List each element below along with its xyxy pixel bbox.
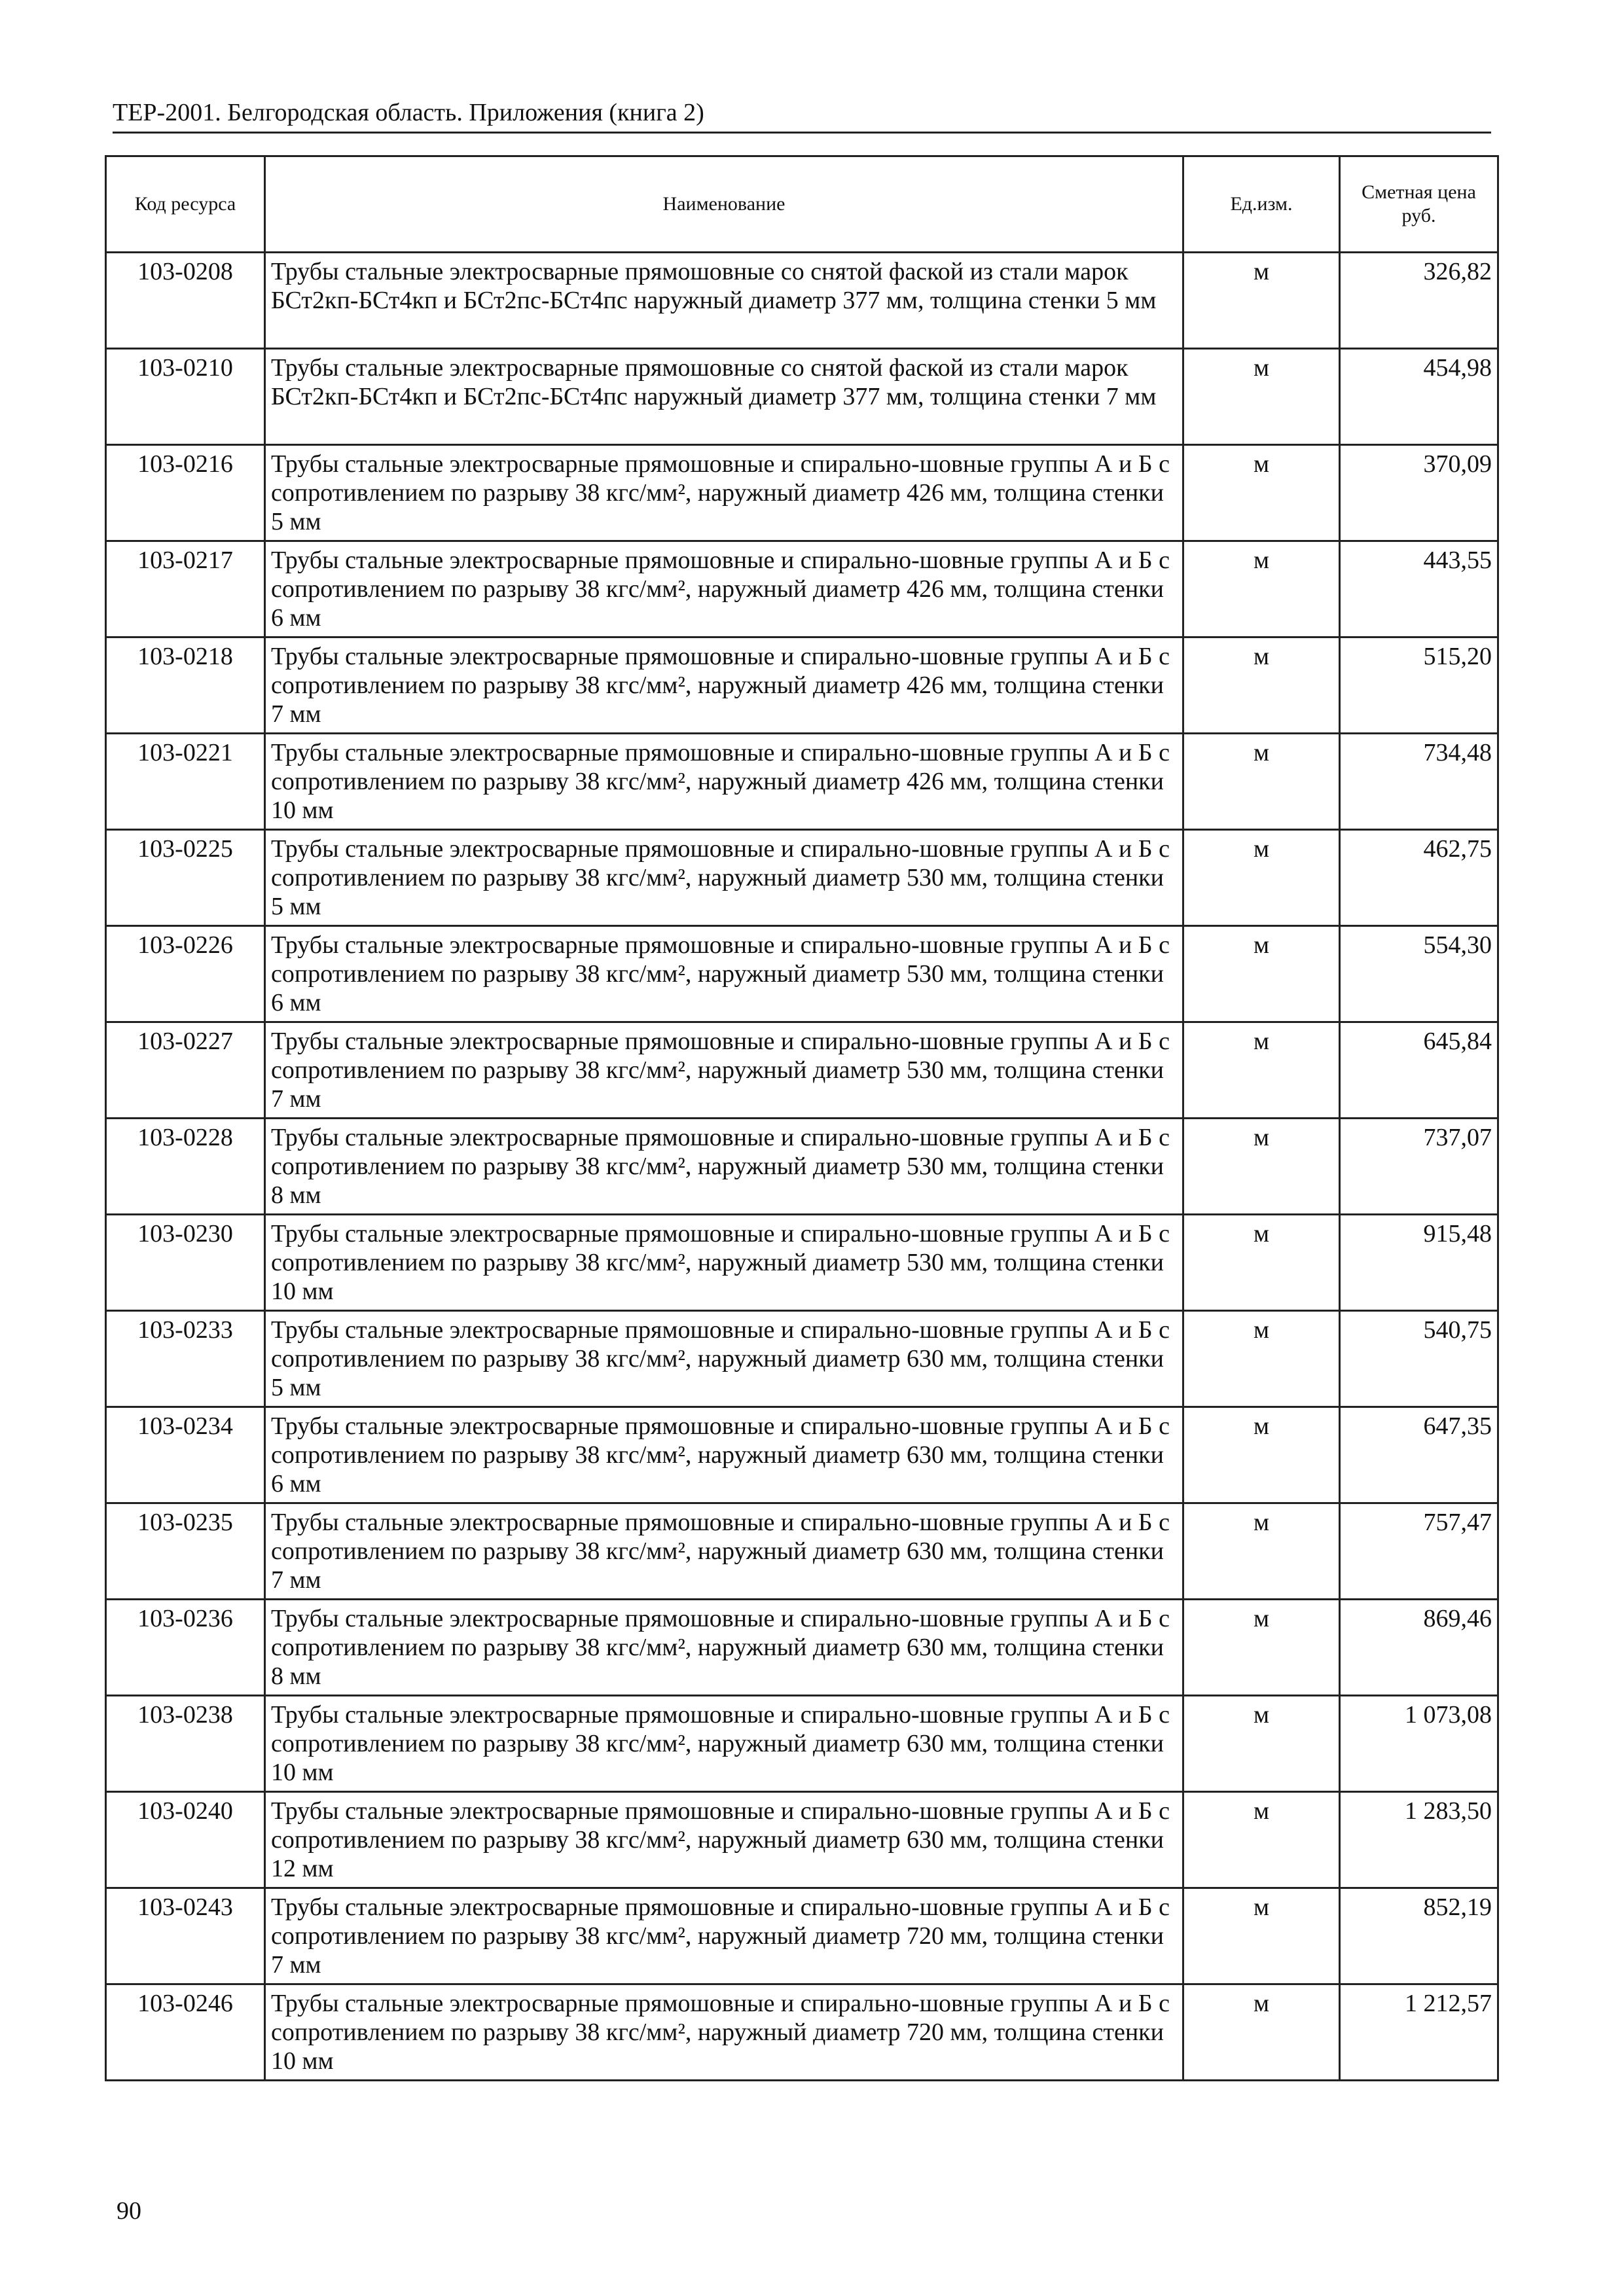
resource-name-cell: Трубы стальные электросварные прямошовные и спирально-шовные группы А и Б с сопротивлением по разрыву 38 кгс/мм², наружный диаметр 530 мм, толщина стенки 6 мм bbox=[265, 926, 1183, 1022]
resource-name-cell: Трубы стальные электросварные прямошовные и спирально-шовные группы А и Б с сопротивлением по разрыву 38 кгс/мм², наружный диаметр 630 мм, толщина стенки 8 мм bbox=[265, 1600, 1183, 1696]
resource-code-cell: 103-0225 bbox=[106, 830, 265, 926]
price-cell: 647,35 bbox=[1340, 1407, 1498, 1503]
resource-code-cell: 103-0243 bbox=[106, 1888, 265, 1984]
resource-name-cell: Трубы стальные электросварные прямошовные со снятой фаской из стали марок БСт2кп-БСт4кп и БСт2пс-БСт4пс наружный диаметр 377 мм, толщина стенки 7 мм bbox=[265, 349, 1183, 445]
resource-code-cell: 103-0230 bbox=[106, 1215, 265, 1311]
resource-code-cell: 103-0236 bbox=[106, 1600, 265, 1696]
column-header-name: Наименование bbox=[265, 156, 1183, 253]
resource-code-cell: 103-0233 bbox=[106, 1311, 265, 1407]
resource-name-cell: Трубы стальные электросварные прямошовные и спирально-шовные группы А и Б с сопротивлением по разрыву 38 кгс/мм², наружный диаметр 720 мм, толщина стенки 10 мм bbox=[265, 1984, 1183, 2081]
resource-name-cell: Трубы стальные электросварные прямошовные и спирально-шовные группы А и Б с сопротивлением по разрыву 38 кгс/мм², наружный диаметр 530 мм, толщина стенки 7 мм bbox=[265, 1022, 1183, 1119]
resource-code-cell: 103-0235 bbox=[106, 1503, 265, 1600]
table-row bbox=[106, 830, 1498, 926]
resource-code-cell: 103-0228 bbox=[106, 1119, 265, 1215]
table-row bbox=[106, 1503, 1498, 1600]
resource-name-cell: Трубы стальные электросварные прямошовные и спирально-шовные группы А и Б с сопротивлением по разрыву 38 кгс/мм², наружный диаметр 426 мм, толщина стенки 6 мм bbox=[265, 541, 1183, 637]
resource-code-cell: 103-0218 bbox=[106, 637, 265, 734]
resource-name-cell: Трубы стальные электросварные прямошовные и спирально-шовные группы А и Б с сопротивлением по разрыву 38 кгс/мм², наружный диаметр 530 мм, толщина стенки 10 мм bbox=[265, 1215, 1183, 1311]
resource-name-cell: Трубы стальные электросварные прямошовные и спирально-шовные группы А и Б с сопротивлением по разрыву 38 кгс/мм², наружный диаметр 630 мм, толщина стенки 6 мм bbox=[265, 1407, 1183, 1503]
price-cell: 370,09 bbox=[1340, 445, 1498, 541]
unit-cell: м bbox=[1183, 926, 1340, 1022]
table-row bbox=[106, 349, 1498, 445]
resource-name-cell: Трубы стальные электросварные прямошовные и спирально-шовные группы А и Б с сопротивлением по разрыву 38 кгс/мм², наружный диаметр 530 мм, толщина стенки 8 мм bbox=[265, 1119, 1183, 1215]
table-row bbox=[106, 541, 1498, 637]
resource-code-cell: 103-0216 bbox=[106, 445, 265, 541]
resource-code-cell: 103-0227 bbox=[106, 1022, 265, 1119]
table-row bbox=[106, 1696, 1498, 1792]
table-row bbox=[106, 926, 1498, 1022]
price-cell: 462,75 bbox=[1340, 830, 1498, 926]
table-row bbox=[106, 1215, 1498, 1311]
resource-code-cell: 103-0240 bbox=[106, 1792, 265, 1888]
resource-code-cell: 103-0234 bbox=[106, 1407, 265, 1503]
price-cell: 915,48 bbox=[1340, 1215, 1498, 1311]
resource-name-cell: Трубы стальные электросварные прямошовные и спирально-шовные группы А и Б с сопротивлением по разрыву 38 кгс/мм², наружный диаметр 530 мм, толщина стенки 5 мм bbox=[265, 830, 1183, 926]
price-cell: 540,75 bbox=[1340, 1311, 1498, 1407]
column-header-price: Сметная цена руб. bbox=[1340, 156, 1498, 253]
unit-cell: м bbox=[1183, 1407, 1340, 1503]
table-row bbox=[106, 637, 1498, 734]
price-cell: 1 212,57 bbox=[1340, 1984, 1498, 2081]
table-row bbox=[106, 1407, 1498, 1503]
resource-price-table bbox=[105, 155, 1499, 2081]
unit-cell: м bbox=[1183, 253, 1340, 349]
price-cell: 1 283,50 bbox=[1340, 1792, 1498, 1888]
resource-code-cell: 103-0221 bbox=[106, 734, 265, 830]
price-cell: 1 073,08 bbox=[1340, 1696, 1498, 1792]
unit-cell: м bbox=[1183, 349, 1340, 445]
table-body bbox=[106, 253, 1498, 2081]
unit-cell: м bbox=[1183, 830, 1340, 926]
page-number: 90 bbox=[117, 2197, 141, 2225]
table-row bbox=[106, 1311, 1498, 1407]
price-cell: 326,82 bbox=[1340, 253, 1498, 349]
table-row bbox=[106, 445, 1498, 541]
price-cell: 454,98 bbox=[1340, 349, 1498, 445]
resource-name-cell: Трубы стальные электросварные прямошовные и спирально-шовные группы А и Б с сопротивлением по разрыву 38 кгс/мм², наружный диаметр 630 мм, толщина стенки 12 мм bbox=[265, 1792, 1183, 1888]
resource-code-cell: 103-0226 bbox=[106, 926, 265, 1022]
price-cell: 554,30 bbox=[1340, 926, 1498, 1022]
table-row bbox=[106, 1792, 1498, 1888]
unit-cell: м bbox=[1183, 1888, 1340, 1984]
resource-name-cell: Трубы стальные электросварные прямошовные и спирально-шовные группы А и Б с сопротивлением по разрыву 38 кгс/мм², наружный диаметр 630 мм, толщина стенки 10 мм bbox=[265, 1696, 1183, 1792]
price-cell: 852,19 bbox=[1340, 1888, 1498, 1984]
table-row bbox=[106, 1022, 1498, 1119]
price-cell: 737,07 bbox=[1340, 1119, 1498, 1215]
table-row bbox=[106, 1984, 1498, 2081]
unit-cell: м bbox=[1183, 1311, 1340, 1407]
column-header-code: Код ресурса bbox=[106, 156, 265, 253]
unit-cell: м bbox=[1183, 1792, 1340, 1888]
resource-name-cell: Трубы стальные электросварные прямошовные и спирально-шовные группы А и Б с сопротивлением по разрыву 38 кгс/мм², наружный диаметр 426 мм, толщина стенки 5 мм bbox=[265, 445, 1183, 541]
table-row bbox=[106, 1119, 1498, 1215]
resource-name-cell: Трубы стальные электросварные прямошовные и спирально-шовные группы А и Б с сопротивлением по разрыву 38 кгс/мм², наружный диаметр 630 мм, толщина стенки 7 мм bbox=[265, 1503, 1183, 1600]
resource-name-cell: Трубы стальные электросварные прямошовные и спирально-шовные группы А и Б с сопротивлением по разрыву 38 кгс/мм², наружный диаметр 426 мм, толщина стенки 7 мм bbox=[265, 637, 1183, 734]
table-row bbox=[106, 1600, 1498, 1696]
unit-cell: м bbox=[1183, 1696, 1340, 1792]
column-header-unit: Ед.изм. bbox=[1183, 156, 1340, 253]
price-cell: 645,84 bbox=[1340, 1022, 1498, 1119]
unit-cell: м bbox=[1183, 1119, 1340, 1215]
table-header-row bbox=[106, 156, 1498, 253]
unit-cell: м bbox=[1183, 637, 1340, 734]
header-divider bbox=[113, 132, 1491, 134]
resource-name-cell: Трубы стальные электросварные прямошовные и спирально-шовные группы А и Б с сопротивлением по разрыву 38 кгс/мм², наружный диаметр 630 мм, толщина стенки 5 мм bbox=[265, 1311, 1183, 1407]
resource-code-cell: 103-0208 bbox=[106, 253, 265, 349]
table-row bbox=[106, 734, 1498, 830]
price-cell: 515,20 bbox=[1340, 637, 1498, 734]
page-header-title: ТЕР-2001. Белгородская область. Приложения (книга 2) bbox=[113, 99, 704, 126]
unit-cell: м bbox=[1183, 1022, 1340, 1119]
price-cell: 869,46 bbox=[1340, 1600, 1498, 1696]
unit-cell: м bbox=[1183, 541, 1340, 637]
resource-name-cell: Трубы стальные электросварные прямошовные и спирально-шовные группы А и Б с сопротивлением по разрыву 38 кгс/мм², наружный диаметр 426 мм, толщина стенки 10 мм bbox=[265, 734, 1183, 830]
unit-cell: м bbox=[1183, 1600, 1340, 1696]
price-cell: 443,55 bbox=[1340, 541, 1498, 637]
table-row bbox=[106, 1888, 1498, 1984]
resource-code-cell: 103-0210 bbox=[106, 349, 265, 445]
unit-cell: м bbox=[1183, 1215, 1340, 1311]
unit-cell: м bbox=[1183, 445, 1340, 541]
resource-code-cell: 103-0246 bbox=[106, 1984, 265, 2081]
unit-cell: м bbox=[1183, 1984, 1340, 2081]
resource-code-cell: 103-0238 bbox=[106, 1696, 265, 1792]
unit-cell: м bbox=[1183, 1503, 1340, 1600]
price-cell: 757,47 bbox=[1340, 1503, 1498, 1600]
resource-code-cell: 103-0217 bbox=[106, 541, 265, 637]
unit-cell: м bbox=[1183, 734, 1340, 830]
resource-name-cell: Трубы стальные электросварные прямошовные со снятой фаской из стали марок БСт2кп-БСт4кп и БСт2пс-БСт4пс наружный диаметр 377 мм, толщина стенки 5 мм bbox=[265, 253, 1183, 349]
resource-name-cell: Трубы стальные электросварные прямошовные и спирально-шовные группы А и Б с сопротивлением по разрыву 38 кгс/мм², наружный диаметр 720 мм, толщина стенки 7 мм bbox=[265, 1888, 1183, 1984]
table-row bbox=[106, 253, 1498, 349]
price-cell: 734,48 bbox=[1340, 734, 1498, 830]
